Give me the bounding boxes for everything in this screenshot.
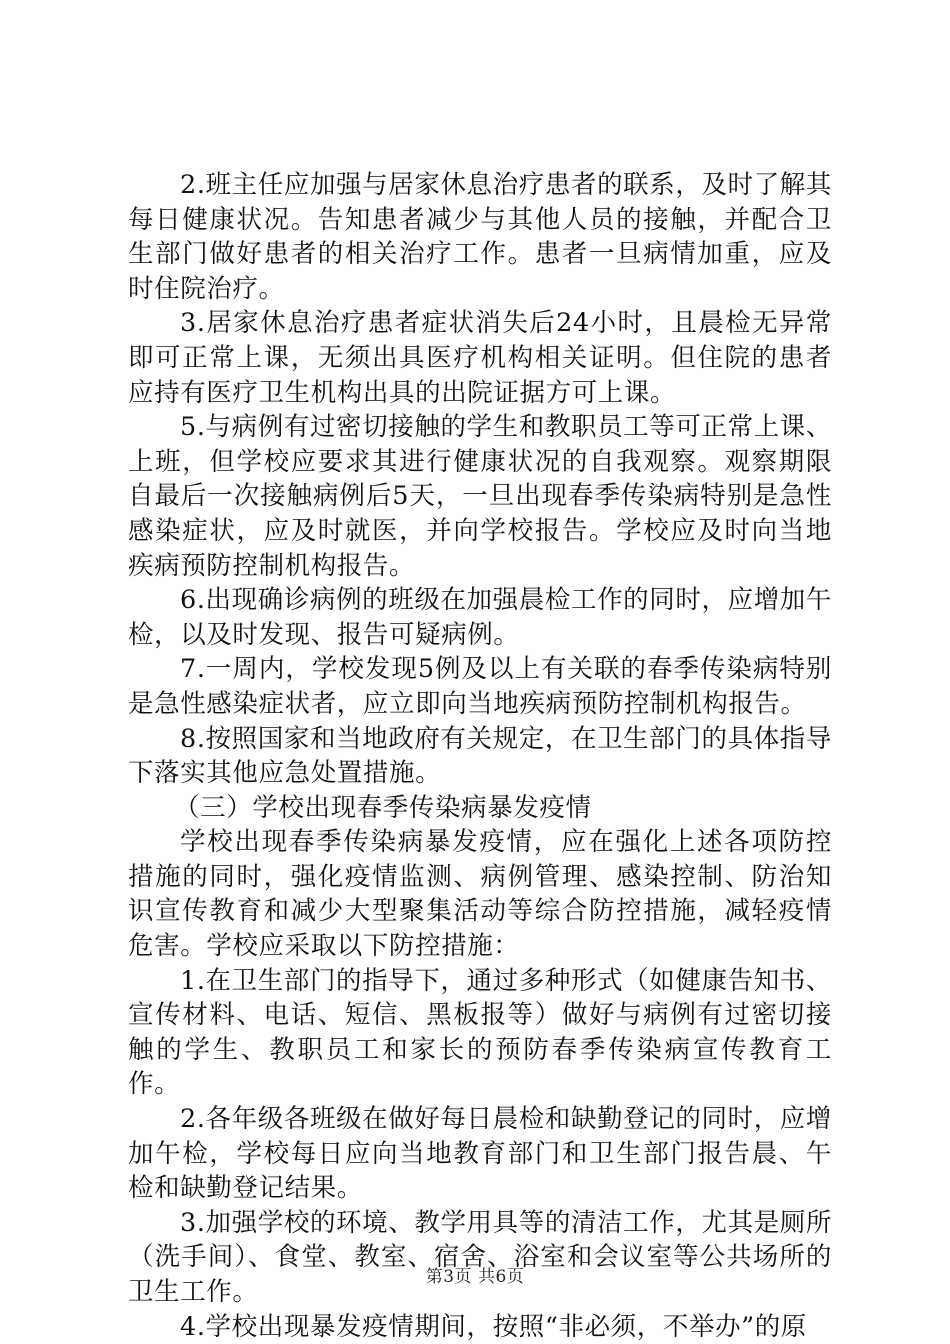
paragraph-measure-4-events: 4.学校出现暴发疫情期间，按照“非必须，不举办”的原 [180, 1311, 808, 1342]
paragraph-measure-1-education: 1.在卫生部门的指导下，通过多种形式（如健康告知书、宣传材料、电话、短信、黑板报等）做好与病例有过密切接触的学生、教职员工和家长的预防春季传染病宣传教育工作。 [128, 965, 832, 1100]
paragraph-item-7-report: 7.一周内，学校发现5例及以上有关联的春季传染病特别是急性感染症状者，应立即向当地疾病预防控制机构报告。 [128, 654, 832, 719]
paragraph-outbreak-intro: 学校出现春季传染病暴发疫情，应在强化上述各项防控措施的同时，强化疫情监测、病例管理、感染控制、防治知识宣传教育和减少大型聚集活动等综合防控措施，减轻疫情危害。学校应采取以下防控措施： [128, 827, 832, 962]
paragraph-item-8-emergency: 8.按照国家和当地政府有关规定，在卫生部门的具体指导下落实其他应急处置措施。 [128, 723, 832, 789]
paragraph-measure-2-checks: 2.各年级各班级在做好每日晨检和缺勤登记的同时，应增加午检，学校每日应向当地教育部门和卫生部门报告晨、午检和缺勤登记结果。 [128, 1104, 832, 1204]
paragraph-item-5-close-contact: 5.与病例有过密切接触的学生和教职员工等可正常上课、上班，但学校应要求其进行健康状况的自我观察。观察期限自最后一次接触病例后5天，一旦出现春季传染病特别是急性感染症状，应及时就医，并向学校报告。学校应及时向当地疾病预防控制机构报告。 [128, 412, 832, 581]
paragraph-measure-3-cleaning: 3.加强学校的环境、教学用具等的清洁工作，尤其是厕所（洗手间）、食堂、教室、宿舍、浴室和会议室等公共场所的卫生工作。 [128, 1207, 832, 1307]
paragraph-item-3-return: 3.居家休息治疗患者症状消失后24小时，且晨检无异常即可正常上课，无须出具医疗机构相关证明。但住院的患者应持有医疗卫生机构出具的出院证据方可上课。 [128, 308, 832, 408]
paragraph-item-6-afternoon-check: 6.出现确诊病例的班级在加强晨检工作的同时，应增加午检，以及时发现、报告可疑病例。 [128, 585, 832, 650]
paragraph-item-2-contact: 2.班主任应加强与居家休息治疗患者的联系，及时了解其每日健康状况。告知患者减少与其他人员的接触，并配合卫生部门做好患者的相关治疗工作。患者一旦病情加重，应及时住院治疗。 [128, 170, 832, 304]
page-footer: 第3页 共6页 [425, 1267, 525, 1287]
document-body [128, 168, 832, 1344]
section-heading-outbreak: （三）学校出现春季传染病暴发疫情 [174, 792, 592, 823]
